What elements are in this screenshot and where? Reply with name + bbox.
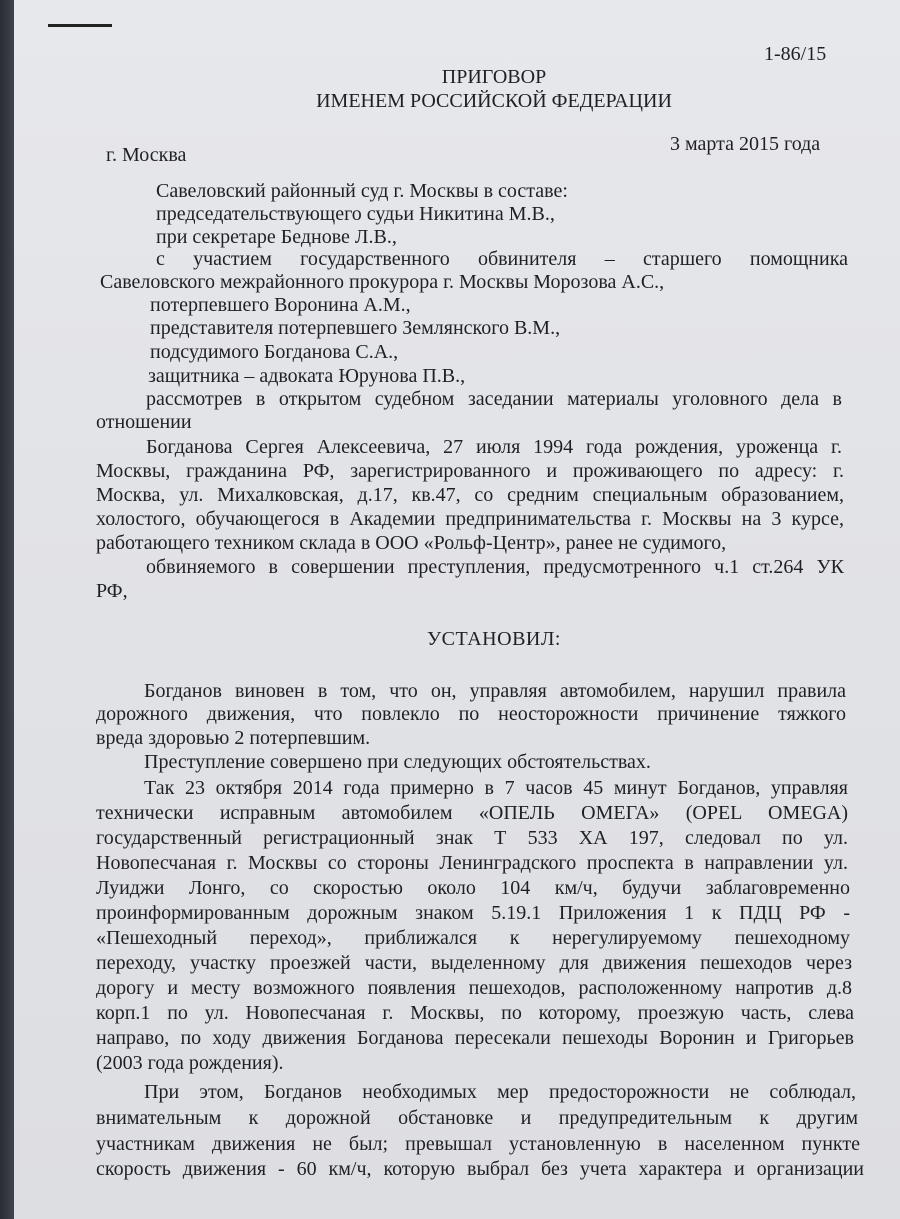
body-line: скорость движения - 60 км/ч, которую выбрал без учета характера и организации: [96, 1158, 864, 1180]
intro-line: защитника – адвоката Юрунова П.В.,: [148, 365, 466, 387]
intro-line: представителя потерпевшего Землянского В.М.,: [150, 317, 561, 339]
body-line: При этом, Богданов необходимых мер предосторожности не соблюдал,: [144, 1081, 856, 1103]
intro-line: с участием государственного обвинителя – старшего помощника: [156, 248, 848, 270]
body-line: «Пешеходный переход», приближался к нерегулируемому пешеходному: [96, 927, 850, 949]
body-line: Богданов виновен в том, что он, управляя автомобилем, нарушил правила: [144, 680, 846, 702]
body-line: технически исправным автомобилем «ОПЕЛЬ ОМЕГА» (OPEL OMEGA): [96, 802, 848, 824]
intro-line: Савеловский районный суд г. Москвы в составе:: [156, 180, 568, 202]
document-city: г. Москва: [106, 144, 187, 166]
intro-line: потерпевшего Воронина А.М.,: [150, 294, 411, 316]
document-page: [14, 0, 900, 1219]
intro-line: Савеловского межрайонного прокурора г. Москвы Морозова А.С.,: [100, 271, 665, 293]
intro-line: рассмотрев в открытом судебном заседании материалы уголовного дела в: [146, 388, 842, 410]
intro-line: работающего техником склада в ООО «Рольф-Центр», ранее не судимого,: [96, 532, 727, 554]
case-number: 1-86/15: [764, 43, 827, 65]
body-line: проинформированным дорожным знаком 5.19.1 Приложения 1 к ПДЦ РФ -: [96, 902, 850, 924]
intro-line: РФ,: [96, 580, 128, 602]
body-line: дорожного движения, что повлекло по неосторожности причинение тяжкого: [96, 703, 846, 725]
intro-line: Москва, ул. Михалковская, д.17, кв.47, со средним специальным образованием,: [96, 484, 844, 506]
punch-mark: [48, 24, 112, 27]
body-line: Так 23 октября 2014 года примерно в 7 часов 45 минут Богданов, управляя: [144, 777, 848, 799]
document-title: ПРИГОВОР: [441, 66, 547, 88]
section-heading: УСТАНОВИЛ:: [427, 628, 561, 650]
intro-line: Москвы, гражданина РФ, зарегистрированного и проживающего по адресу: г.: [96, 460, 844, 482]
document-date: 3 марта 2015 года: [670, 133, 821, 155]
body-line: внимательным к дорожной обстановке и предупредительным к другим: [96, 1107, 858, 1129]
document-subtitle: ИМЕНЕМ РОССИЙСКОЙ ФЕДЕРАЦИИ: [316, 90, 672, 112]
intro-line: Богданова Сергея Алексеевича, 27 июля 1994 года рождения, уроженца г.: [146, 436, 842, 458]
body-line: Новопесчаная г. Москвы со стороны Ленинградского проспекта в направлении ул.: [96, 852, 848, 874]
intro-line: при секретаре Беднове Л.В.,: [156, 226, 397, 248]
body-line: корп.1 по ул. Новопесчаная г. Москвы, по которому, проезжую часть, слева: [96, 1002, 854, 1024]
body-line: Преступление совершено при следующих обстоятельствах.: [144, 751, 651, 773]
body-line: участникам движения не был; превышал установленную в населенном пункте: [96, 1133, 860, 1155]
body-line: вреда здоровью 2 потерпевшим.: [96, 727, 371, 749]
body-line: Луиджи Лонго, со скоростью около 104 км/ч, будучи заблаговременно: [96, 877, 850, 899]
body-line: государственный регистрационный знак Т 533 ХА 197, следовал по ул.: [96, 827, 848, 849]
intro-line: холостого, обучающегося в Академии предпринимательства г. Москвы на 3 курсе,: [96, 508, 844, 530]
body-line: направо, по ходу движения Богданова пересекали пешеходы Воронин и Григорьев: [96, 1027, 854, 1049]
body-line: (2003 года рождения).: [96, 1052, 284, 1074]
intro-line: отношении: [96, 411, 192, 433]
intro-line: подсудимого Богданова С.А.,: [150, 341, 399, 363]
body-line: дорогу и месту возможного появления пешеходов, расположенному напротив д.8: [96, 977, 852, 999]
intro-line: председательствующего судьи Никитина М.В.,: [156, 203, 555, 225]
body-line: переходу, участку проезжей части, выделенному для движения пешеходов через: [96, 952, 852, 974]
intro-line: обвиняемого в совершении преступления, предусмотренного ч.1 ст.264 УК: [146, 556, 844, 578]
